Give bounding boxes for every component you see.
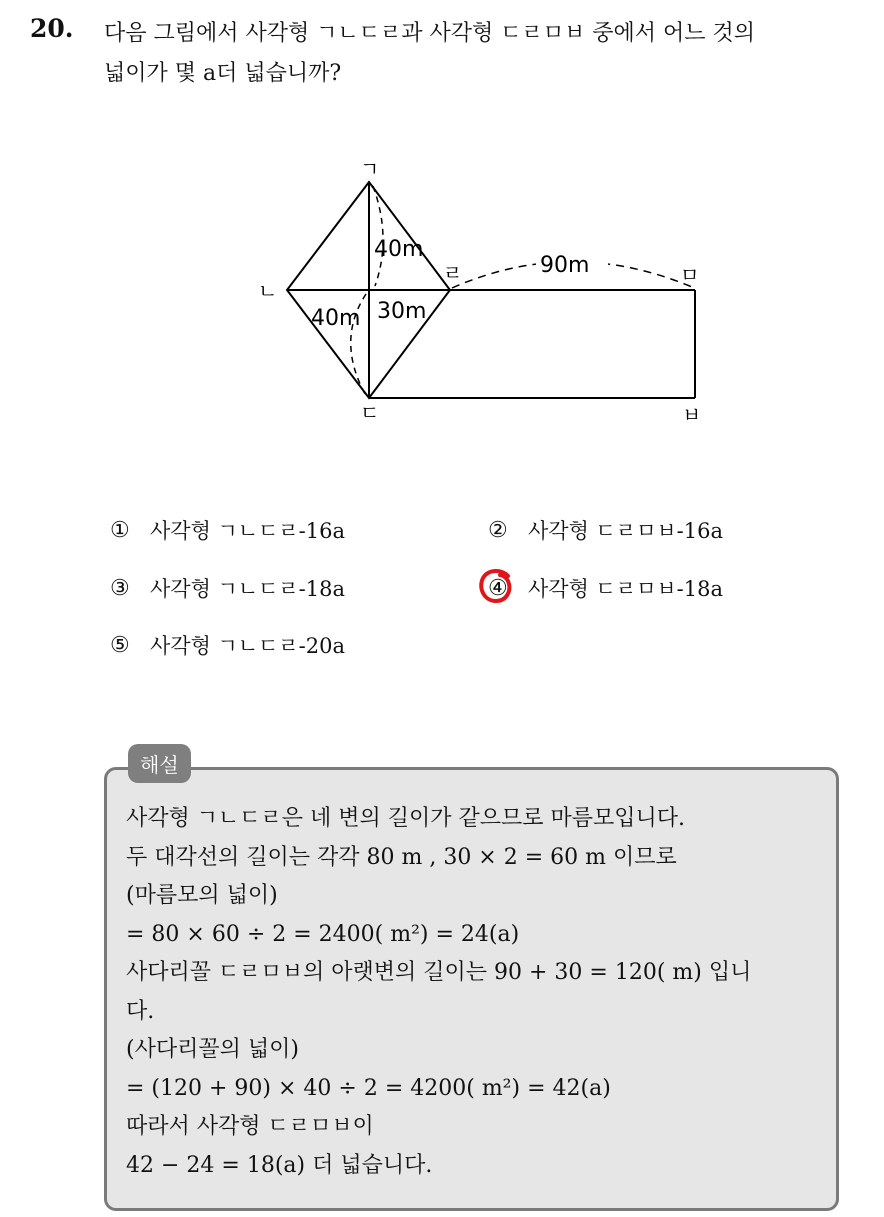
option-number: ① [110,517,130,543]
upper-dimension-arc [373,186,383,286]
solution-line: 사각형 ㄱㄴㄷㄹ은 네 변의 길이가 같으므로 마름모입니다. [126,806,686,831]
option-label: 사각형 ㄷㄹㅁㅂ-18a [528,577,724,601]
option-5[interactable] [110,630,345,660]
solution-line: 사다리꼴 ㄷㄹㅁㅂ의 아랫변의 길이는 90 + 30 = 120( m) 입니 [126,960,752,985]
solution-line: (마름모의 넓이) [126,883,278,908]
option-number-text: ④ [488,575,508,601]
vertex-label-n: ㄴ [258,279,278,303]
solution-text [126,800,836,1185]
option-1[interactable] [110,515,345,545]
solution-line: 두 대각선의 길이는 각각 80 m , 30 × 2 = 60 m 이므로 [126,844,677,870]
option-number: ③ [110,575,130,601]
vertex-label-b: ㅂ [682,403,702,427]
solution-badge: 해설 [128,744,191,783]
question-number: 20. [30,14,74,43]
option-number: ⑤ [110,632,130,658]
geometry-figure [0,140,884,440]
vertex-label-m: ㅁ [680,263,700,287]
solution-line: = 80 × 60 ÷ 2 = 2400( m²) = 24(a) [126,921,520,947]
option-3[interactable] [110,573,345,603]
option-number [488,576,528,601]
option-label: 사각형 ㄱㄴㄷㄹ-18a [150,577,346,601]
solution-line: 42 − 24 = 18(a) 더 넓습니다. [126,1152,433,1178]
answer-circle-mark [476,566,516,606]
solution-line: (사다리꼴의 넓이) [126,1037,299,1062]
question-text [104,14,864,94]
question-line: 다음 그림에서 사각형 ㄱㄴㄷㄹ과 사각형 ㄷㄹㅁㅂ 중에서 어느 것의 [104,21,756,46]
option-4[interactable] [488,573,723,603]
option-number: ② [488,517,508,543]
length-label-top: 90m [540,253,590,278]
option-label: 사각형 ㄷㄹㅁㅂ-16a [528,519,724,543]
option-label: 사각형 ㄱㄴㄷㄹ-16a [150,519,346,543]
length-label-horizontal: 30m [377,299,427,324]
vertex-label-g: ㄱ [360,157,380,181]
vertex-label-r: ㄹ [443,261,463,285]
solution-line: 다. [126,998,155,1024]
option-label: 사각형 ㄱㄴㄷㄹ-20a [150,634,346,658]
length-label-upper: 40m [374,237,424,262]
solution-line: 따라서 사각형 ㄷㄹㅁㅂ이 [126,1114,374,1139]
question-line: 넓이가 몇 a더 넓습니까? [104,61,342,86]
option-2[interactable] [488,515,723,545]
vertex-label-d: ㄷ [360,401,380,425]
solution-line: = (120 + 90) × 40 ÷ 2 = 4200( m²) = 42(a) [126,1075,611,1101]
length-label-lower: 40m [311,306,361,331]
